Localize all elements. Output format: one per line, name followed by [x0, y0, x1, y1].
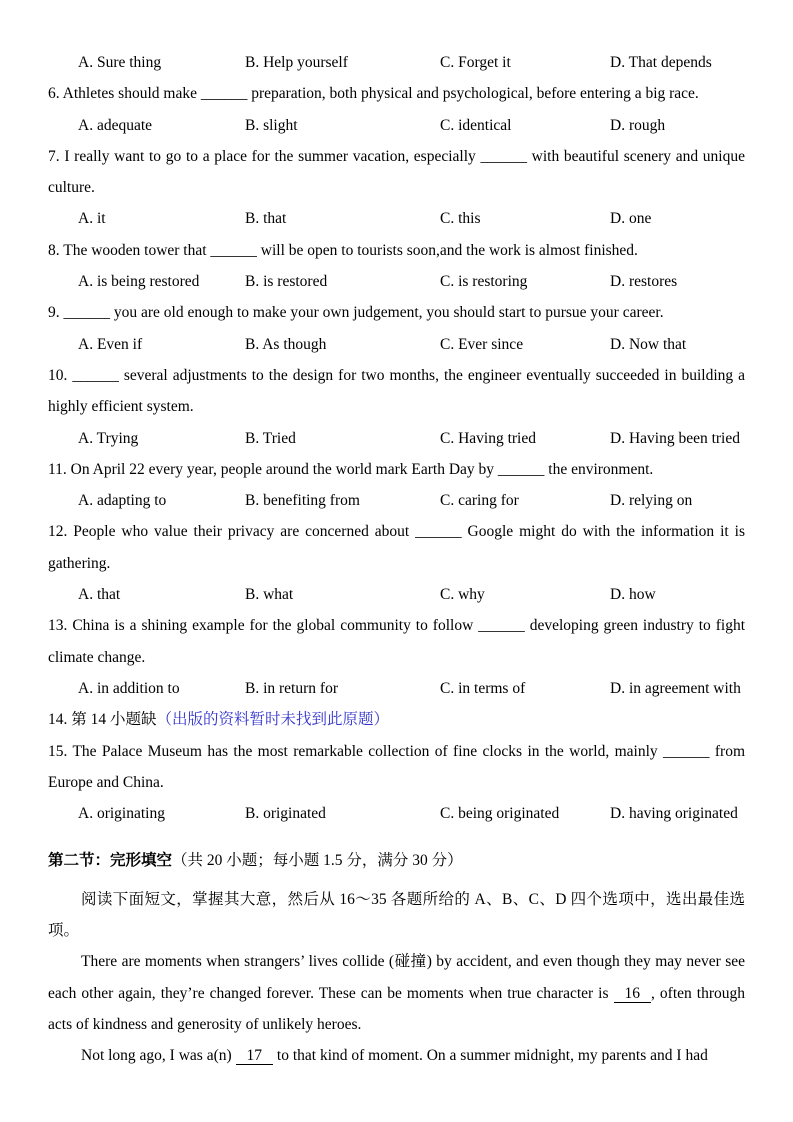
cloze-paragraph-2: [48, 1040, 745, 1071]
option-c: C. Forget it: [440, 54, 511, 71]
option-b: B. Help yourself: [245, 54, 348, 71]
option-d: D. in agreement with: [610, 679, 741, 697]
option-b: B. originated: [245, 805, 326, 823]
cloze-blank-16: 16: [614, 985, 652, 1003]
option-b: B. that: [245, 210, 287, 228]
cloze-blank-17: 17: [236, 1047, 274, 1065]
option-a: A. it: [78, 210, 106, 228]
section2-instructions: 阅读下面短文，掌握其大意，然后从 16～35 各题所给的 A、B、C、D 四个选项中，选出最佳选项。: [48, 890, 745, 940]
question-6-stem: 6. Athletes should make ______ preparation, both physical and psychological, before entering a big race.: [48, 85, 699, 103]
cloze-p2-text-before: Not long ago, I was a(n): [81, 1047, 232, 1065]
option-c: C. Ever since: [440, 335, 524, 353]
question-7-stem: 7. I really want to go to a place for the summer vacation, especially ______ with beautiful scenery and unique culture.: [48, 147, 745, 197]
option-c: C. Having tried: [440, 429, 536, 447]
question-15-options-row: [48, 798, 745, 829]
option-a: A. in addition to: [78, 679, 180, 697]
question-15-stem: 15. The Palace Museum has the most remarkable collection of fine clocks in the world, mainly ______ from Europe and China.: [48, 742, 745, 791]
cloze-paragraph-1: [48, 946, 745, 1040]
question-14-text: 14. 第 14 小题缺: [48, 711, 157, 729]
question-7-options-row: [48, 203, 745, 234]
option-a: A. is being restored: [78, 273, 200, 291]
cloze-p1-text-before: There are moments when strangers’ lives collide (碰撞) by accident, and even though they may never see each other again, they’re changed forever. These can be moments when true character is: [48, 953, 745, 1002]
question-9-options-row: [48, 329, 745, 360]
option-a: A. that: [78, 586, 121, 604]
question-11-stem: 11. On April 22 every year, people around the world mark Earth Day by ______ the environment.: [48, 460, 654, 478]
section2-title-rest: （共 20 小题；每小题 1.5 分，满分 30 分）: [172, 852, 463, 870]
option-b: B. slight: [245, 116, 298, 134]
option-d: D. That depends: [610, 54, 712, 71]
question-12-stem: 12. People who value their privacy are concerned about ______ Google might do with the information it is gathering.: [48, 523, 745, 572]
option-d: D. relying on: [610, 492, 693, 510]
question-12-options-row: [48, 579, 745, 610]
option-b: B. As though: [245, 335, 327, 353]
question-10-stem: 10. ______ several adjustments to the design for two months, the engineer eventually succeeded in building a highly efficient system.: [48, 366, 745, 416]
option-b: B. is restored: [245, 273, 328, 291]
option-c: C. in terms of: [440, 679, 526, 697]
option-b: B. in return for: [245, 679, 338, 697]
option-c: C. caring for: [440, 492, 519, 510]
option-b: B. what: [245, 586, 294, 604]
option-d: D. rough: [610, 116, 666, 134]
question-10-options-row: [48, 423, 745, 454]
option-b: B. Tried: [245, 429, 296, 447]
option-c: C. is restoring: [440, 273, 528, 291]
question-14-missing-note: （出版的资料暂时未找到此原题）: [156, 711, 390, 729]
question-8-stem: 8. The wooden tower that ______ will be open to tourists soon,and the work is almost finished.: [48, 241, 638, 259]
question-9-stem: 9. ______ you are old enough to make your own judgement, you should start to pursue your career.: [48, 304, 664, 322]
question-13-options-row: [48, 673, 745, 704]
question-11-options-row: [48, 485, 745, 516]
option-d: D. one: [610, 210, 652, 228]
option-a: A. adapting to: [78, 492, 167, 510]
cloze-p2-text-after: to that kind of moment. On a summer midnight, my parents and I had: [276, 1047, 708, 1065]
option-d: D. how: [610, 586, 656, 604]
option-b: B. benefiting from: [245, 492, 360, 510]
question-5-options-row: [48, 47, 745, 78]
question-8-options-row: [48, 266, 745, 297]
question-13-stem: 13. China is a shining example for the global community to follow ______ developing green industry to fight climate change.: [48, 617, 745, 666]
section2-title: [48, 845, 745, 876]
question-6-options-row: [48, 110, 745, 141]
option-d: D. restores: [610, 273, 678, 291]
option-a: A. Even if: [78, 335, 143, 353]
option-d: D. having originated: [610, 805, 738, 823]
section2-title-bold: 第二节：完形填空: [48, 852, 173, 870]
option-a: A. originating: [78, 805, 165, 823]
option-a: A. Trying: [78, 429, 139, 447]
option-c: C. being originated: [440, 805, 560, 823]
cloze-p1-text-after: , often through acts of kindness and generosity of unlikely heroes.: [48, 984, 745, 1033]
option-c: C. identical: [440, 116, 512, 134]
option-a: A. Sure thing: [78, 54, 162, 71]
option-d: D. Having been tried: [610, 429, 740, 447]
option-c: C. why: [440, 586, 485, 604]
option-c: C. this: [440, 210, 481, 228]
question-14-stem: [48, 704, 745, 735]
option-d: D. Now that: [610, 335, 687, 353]
option-a: A. adequate: [78, 116, 153, 134]
